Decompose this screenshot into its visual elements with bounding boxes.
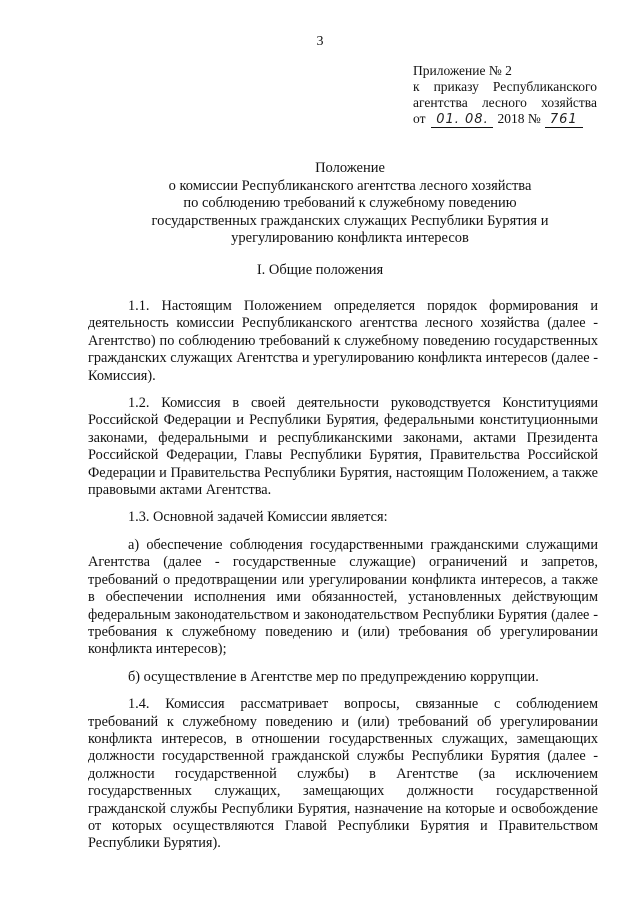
title-line-4: государственных гражданских служащих Республики Бурятия и <box>151 212 549 229</box>
section-heading: I. Общие положения <box>256 262 384 278</box>
year-and-number-label: 2018 № <box>497 111 541 126</box>
handwritten-order-number: 761 <box>545 113 583 128</box>
page-number: 3 <box>316 34 324 49</box>
paragraph-1-4: 1.4. Комиссия рассматривает вопросы, связанные с соблюдением требований к служебному поведению и (или) требований об урегулировании конфликта интересов, в отношении государственных служащих, замещающих должности государственной гражданской службы Республики Бурятия (далее - должности государственной службы) в Агентстве (за исключением государственных служащих, замещающих должности государственной гражданской службы Республики Бурятия, назначение на которые и освобождение от которых осуществляются Главой Республики Бурятия и Правительством Республики Бурятия). <box>88 696 598 852</box>
paragraph-1-3: 1.3. Основной задачей Комиссии является: <box>128 509 388 526</box>
title-line-3: по соблюдению требований к служебному поведению <box>183 195 517 211</box>
document-body <box>88 298 598 863</box>
paragraph-1-3-b: б) осуществление в Агентстве мер по предупреждению коррупции. <box>128 668 539 685</box>
paragraph-1-1: 1.1. Настоящим Положением определяется порядок формирования и деятельность комиссии Республиканского агентства лесного хозяйства (далее - Агентство) по соблюдению требований к служебному поведению государственных гражданских служащих Агентства и урегулированию конфликта интересов (далее - Комиссия). <box>88 298 598 384</box>
title-line-5: урегулированию конфликта интересов <box>231 230 469 246</box>
title-line-1: Положение <box>315 160 385 176</box>
appendix-order-line: к приказу Республиканского <box>413 79 597 94</box>
paragraph-1-3-a: а) обеспечение соблюдения государственными гражданскими служащими Агентства (далее - государственные служащие) ограничений и запретов, требований о предотвращении или урегулировании конфликта интересов, а также в обеспечении исполнения ими обязанностей, установленных действующим федеральным законодательством и законодательством Республики Бурятия (далее - требования к служебному поведению и (или) требования об урегулировании конфликта интересов); <box>88 536 598 658</box>
paragraph-1-2: 1.2. Комиссия в своей деятельности руководствуется Конституциями Российской Федерации и Республики Бурятия, федеральными конституционными законами, федеральными и республиканскими законами, актами Президента Российской Федерации, Главы Республики Бурятия, Правительства Российской Федерации и Правительства Республики Бурятия, настоящим Положением, а также правовыми актами Агентства. <box>88 395 598 499</box>
date-prefix: от <box>413 111 426 126</box>
document-title <box>60 160 640 248</box>
title-line-2: о комиссии Республиканского агентства лесного хозяйства <box>168 177 532 194</box>
appendix-date-line <box>413 111 597 128</box>
appendix-block <box>413 63 597 128</box>
appendix-agency-line: агентства лесного хозяйства <box>413 95 597 110</box>
appendix-title: Приложение № 2 <box>413 63 512 78</box>
handwritten-date: 01. 08. <box>431 113 493 128</box>
